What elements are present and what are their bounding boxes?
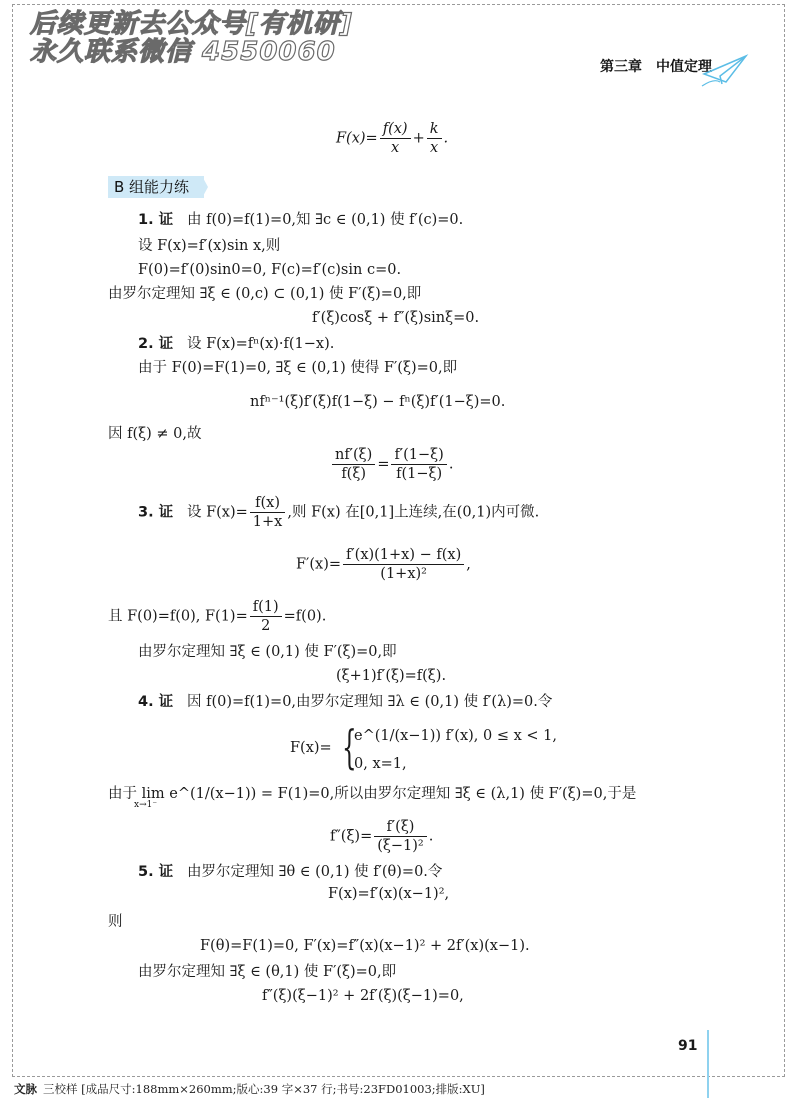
problem-5-line-3: 则 [108,914,123,930]
problem-3-line-1: 3. 证 设 F(x)= $\frac{f(x)}{1+x}$ ,则 F(x) 在[0,1]上连续,在(0,1)内可微. [138,495,540,530]
chapter-number: 第三章 [600,59,642,75]
problem-1-line-2: 设 F(x)=f′(x)sin x,则 [138,238,281,254]
problem-5-line-5: 由罗尔定理知 ∃ξ ∈ (θ,1) 使 F′(ξ)=0,即 [138,964,397,980]
problem-4-case-2: 0, x=1, [354,756,407,772]
problem-3-number: 3. 证 [138,504,174,521]
problem-1-line-3: F(0)=f′(0)sin0=0, F(c)=f′(c)sin c=0. [138,262,402,278]
piecewise-brace: { [342,720,357,774]
print-footer [14,1081,485,1097]
problem-5-line-4: F(θ)=F(1)=0, F′(x)=f″(x)(x−1)² + 2f′(x)(x−1). [200,938,530,954]
section-label-arrow [202,176,208,198]
problem-2-line-3: nfⁿ⁻¹(ξ)f′(ξ)f(1−ξ) − fⁿ(ξ)f′(1−ξ)=0. [250,394,506,410]
page-number: 91 [678,1038,698,1054]
problem-3-line-5: (ξ+1)f′(ξ)=f(ξ). [336,668,447,684]
problem-4-line-3: 由于 lim e^(1/(x−1)) = F(1)=0,所以由罗尔定理知 ∃ξ ∈ (λ,1) 使 F′(ξ)=0,于是 [108,786,637,802]
problem-1-line-4: 由罗尔定理知 ∃ξ ∈ (0,c) ⊂ (0,1) 使 F′(ξ)=0,即 [108,286,422,302]
problem-5-number: 5. 证 [138,864,174,880]
problem-2-number: 2. 证 [138,336,174,352]
problem-2-line-4: 因 f(ξ) ≠ 0,故 [108,426,202,442]
problem-4-number: 4. 证 [138,694,174,710]
watermark-line-2: 永久联系微信 4550060 [30,37,336,67]
problem-4-case-1: e^(1/(x−1)) f′(x), 0 ≤ x < 1, [354,728,557,744]
problem-3-line-4: 由罗尔定理知 ∃ξ ∈ (0,1) 使 F′(ξ)=0,即 [138,644,397,660]
limit-subscript: x→1⁻ [134,800,158,810]
page-number-rule [707,1030,709,1098]
section-label: B 组能力练 [108,176,204,198]
problem-4-piecewise-lhs: F(x)= [290,740,332,756]
problem-3-derivative: F′(x)= $\frac{f'(x)(1+x) - f(x)}{\text{(1+x)²}}$ , [296,547,471,582]
footer-brand: 文脉 [14,1082,37,1096]
footer-meta: 三校样 [成品尺寸:188mm×260mm;版心:39 字×37 行;书号:23FD01003;排版:XU] [43,1082,485,1096]
problem-2-line-1: 2. 证 设 F(x)=fⁿ(x)·f(1−x). [138,336,335,352]
intro-equation: F(x)= $\frac{f(x)}{x}$ + $\frac{k}{x}$ . [336,121,449,156]
problem-3-line-3: 且 F(0)=f(0), F(1)= $\frac{f(1)}{2}$ =f(0). [108,599,327,634]
chapter-title: 中值定理 [656,59,712,75]
problem-1-number: 1. 证 [138,212,174,228]
problem-1-line-5: f′(ξ)cosξ + f″(ξ)sinξ=0. [312,310,480,326]
problem-5-line-6: f″(ξ)(ξ−1)² + 2f′(ξ)(ξ−1)=0, [262,988,464,1004]
problem-5-line-2: F(x)=f′(x)(x−1)², [328,886,450,902]
problem-4-result: f″(ξ)= $\frac{f'(\xi)}{\text{(ξ−1)²}}$ . [330,819,434,854]
problem-1-line-1: 1. 证 由 f(0)=f(1)=0,知 ∃c ∈ (0,1) 使 f′(c)=0. [138,212,464,228]
problem-2-line-2: 由于 F(0)=F(1)=0, ∃ξ ∈ (0,1) 使得 F′(ξ)=0,即 [138,360,458,376]
problem-5-line-1: 5. 证 由罗尔定理知 ∃θ ∈ (0,1) 使 f′(θ)=0.令 [138,864,443,880]
problem-2-ratio-equation: $\frac{nf'(\xi)}{f(\xi)}$ = $\frac{f'(1-\xi)}{f(1-\xi)}$ . [330,446,453,483]
watermark-line-1: 后续更新去公众号[有机研] [30,9,353,39]
problem-4-line-1: 4. 证 因 f(0)=f(1)=0,由罗尔定理知 ∃λ ∈ (0,1) 使 f′(λ)=0.令 [138,694,553,710]
